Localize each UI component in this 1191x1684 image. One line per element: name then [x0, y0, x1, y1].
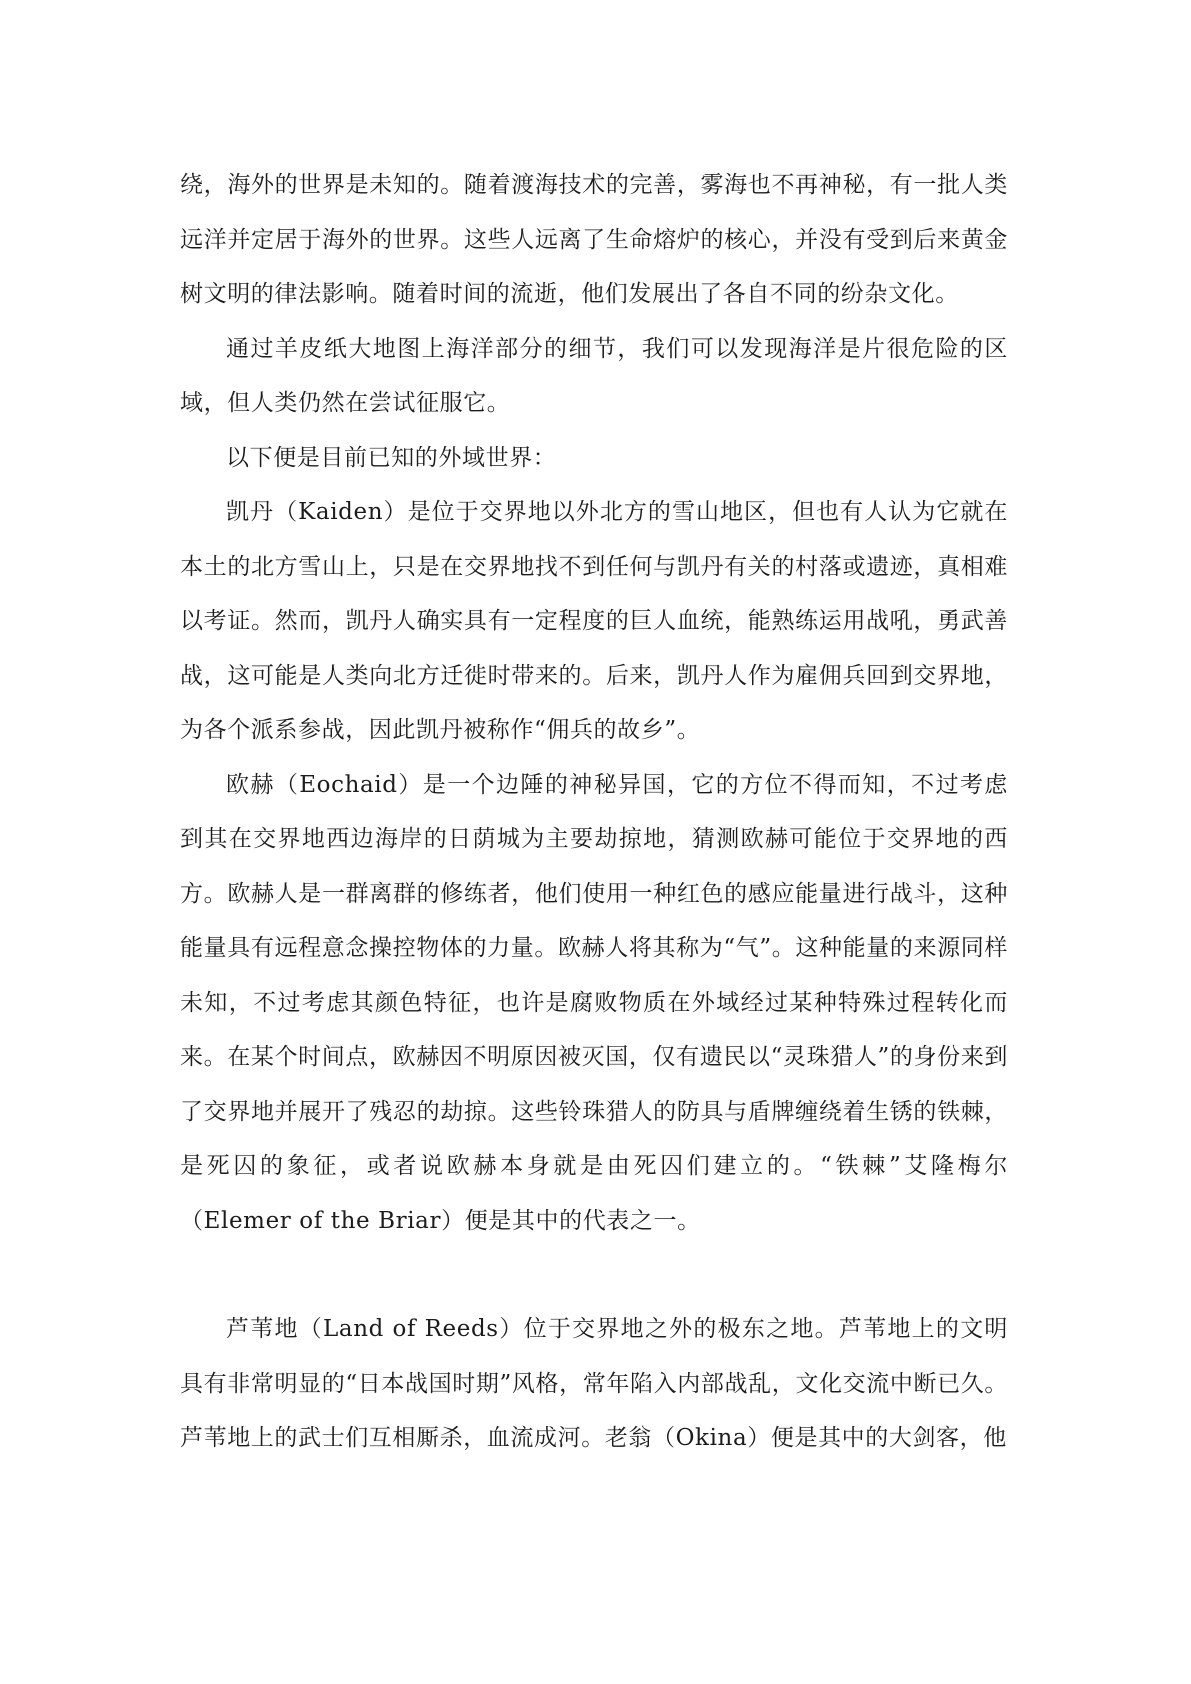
paragraph-4: 凯丹（Kaiden）是位于交界地以外北方的雪山地区，但也有人认为它就在本土的北方雪山上，只是在交界地找不到任何与凯丹有关的村落或遗迹，真相难以考证。然而，凯丹人确实具有一定程度的巨人血统，能熟练运用战吼，勇武善战，这可能是人类向北方迁徙时带来的。后来，凯丹人作为雇佣兵回到交界地，为各个派系参战，因此凯丹被称作“佣兵的故乡”。 — [180, 499, 1008, 743]
paragraph-1: 绕，海外的世界是未知的。随着渡海技术的完善，雾海也不再神秘，有一批人类远洋并定居于海外的世界。这些人远离了生命熔炉的核心，并没有受到后来黄金树文明的律法影响。随着时间的流逝，他们发展出了各自不同的纷杂文化。 — [180, 172, 1008, 307]
paragraph-5: 欧赫（Eochaid）是一个边陲的神秘异国，它的方位不得而知，不过考虑到其在交界地西边海岸的日荫城为主要劫掠地，猜测欧赫可能位于交界地的西方。欧赫人是一群离群的修练者，他们使用一种红色的感应能量进行战斗，这种能量具有远程意念操控物体的力量。欧赫人将其称为“气”。这种能量的来源同样未知，不过考虑其颜色特征，也许是腐败物质在外域经过某种特殊过程转化而来。在某个时间点，欧赫因不明原因被灭国，仅有遗民以“灵珠猎人”的身份来到了交界地并展开了残忍的劫掠。这些铃珠猎人的防具与盾牌缠绕着生锈的铁棘，是死囚的象征，或者说欧赫本身就是由死囚们建立的。“铁棘”艾隆梅尔（Elemer of the Briar）便是其中的代表之一。 — [180, 771, 1008, 1234]
paragraph-2: 通过羊皮纸大地图上海洋部分的细节，我们可以发现海洋是片很危险的区域，但人类仍然在尝试征服它。 — [180, 335, 1008, 416]
body-text — [180, 158, 1008, 1466]
paragraph-gap — [180, 1248, 1008, 1302]
paragraph-6: 芦苇地（Land of Reeds）位于交界地之外的极东之地。芦苇地上的文明具有非常明显的“日本战国时期”风格，常年陷入内部战乱，文化交流中断已久。芦苇地上的武士们互相厮杀，血流成河。老翁（Okina）便是其中的大剑客，他 — [180, 1316, 1008, 1451]
paragraph-3: 以下便是目前已知的外域世界： — [226, 444, 557, 471]
